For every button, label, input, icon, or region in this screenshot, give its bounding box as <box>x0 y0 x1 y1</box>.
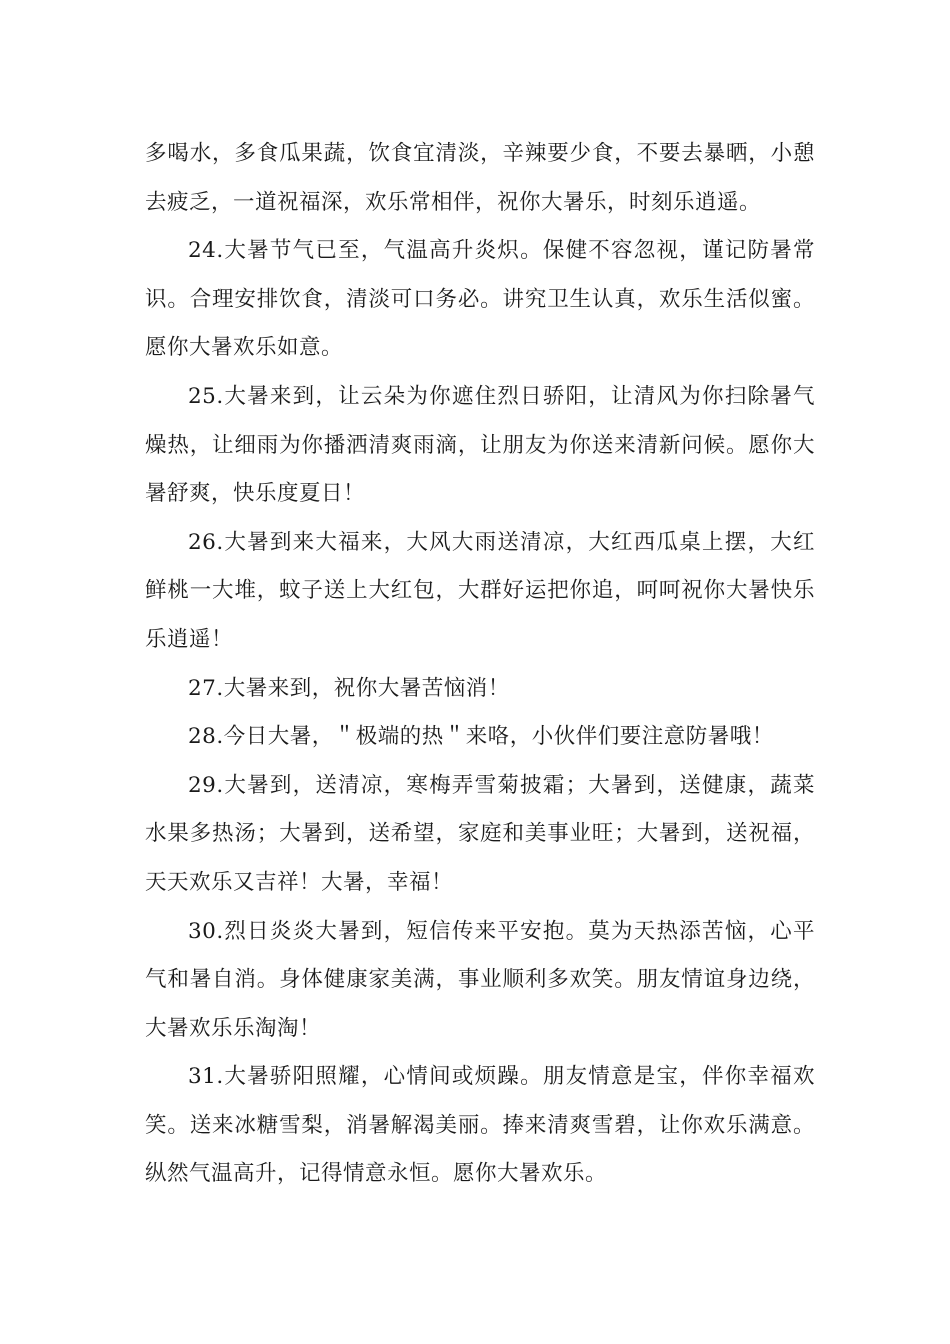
paragraph-item-30: 30.烈日炎炎大暑到，短信传来平安抱。莫为天热添苦恼，心平气和暑自消。身体健康家美满，事业顺利多欢笑。朋友情谊身边绕，大暑欢乐乐淘淘！ <box>145 918 815 1041</box>
paragraph-item-26: 26.大暑到来大福来，大风大雨送清凉，大红西瓜桌上摆，大红鲜桃一大堆，蚊子送上大红包，大群好运把你追，呵呵祝你大暑快乐乐逍遥！ <box>145 529 815 652</box>
paragraph-item-29: 29.大暑到，送清凉，寒梅弄雪菊披霜；大暑到，送健康，蔬菜水果多热汤；大暑到，送希望，家庭和美事业旺；大暑到，送祝福，天天欢乐又吉祥！大暑，幸福！ <box>145 772 815 895</box>
paragraph-item-28: 28.今日大暑，＂极端的热＂来咯，小伙伴们要注意防暑哦！ <box>188 724 774 750</box>
document-body <box>145 130 815 1199</box>
paragraph-item-25: 25.大暑来到，让云朵为你遮住烈日骄阳，让清风为你扫除暑气燥热，让细雨为你播洒清爽雨滴，让朋友为你送来清新问候。愿你大暑舒爽，快乐度夏日！ <box>145 383 815 507</box>
paragraph-continued: 多喝水，多食瓜果蔬，饮食宜清淡，辛辣要少食，不要去暴晒，小憩去疲乏，一道祝福深，欢乐常相伴，祝你大暑乐，时刻乐逍遥。 <box>145 141 815 215</box>
paragraph-item-24: 24.大暑节气已至，气温高升炎炽。保健不容忽视，谨记防暑常识。合理安排饮食，清淡可口务必。讲究卫生认真，欢乐生活似蜜。愿你大暑欢乐如意。 <box>145 238 815 361</box>
paragraph-item-31: 31.大暑骄阳照耀，心情间或烦躁。朋友情意是宝，伴你幸福欢笑。送来冰糖雪梨，消暑解渴美丽。捧来清爽雪碧，让你欢乐满意。纵然气温高升，记得情意永恒。愿你大暑欢乐。 <box>145 1064 815 1187</box>
paragraph-item-27: 27.大暑来到，祝你大暑苦恼消！ <box>188 675 510 701</box>
